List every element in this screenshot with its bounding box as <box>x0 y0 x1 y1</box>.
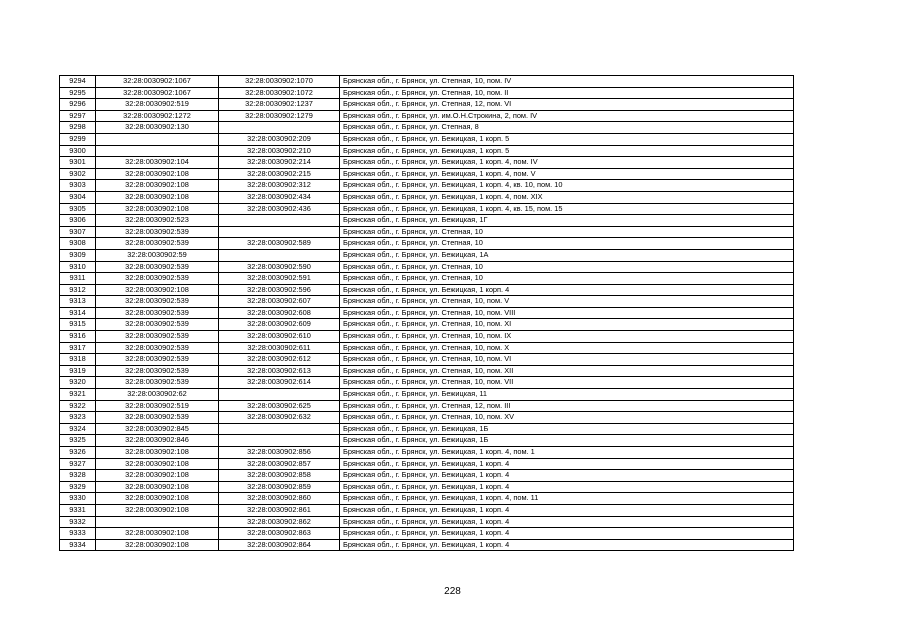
table-row <box>60 377 794 389</box>
parcel-cadastral-number-cell: 32:28:0030902:539 <box>96 365 219 377</box>
row-number-cell: 9302 <box>60 168 96 180</box>
parcel-cadastral-number-cell <box>96 145 219 157</box>
table-row <box>60 458 794 470</box>
row-number-cell: 9320 <box>60 377 96 389</box>
row-number-cell: 9319 <box>60 365 96 377</box>
object-cadastral-number-cell: 32:28:0030902:861 <box>219 504 340 516</box>
address-cell: Брянская обл., г. Брянск, ул. Бежицкая, 1 корп. 4, кв. 10, пом. 10 <box>340 180 794 192</box>
row-number-cell: 9305 <box>60 203 96 215</box>
address-cell: Брянская обл., г. Брянск, ул. Степная, 10, пом. V <box>340 296 794 308</box>
row-number-cell: 9301 <box>60 157 96 169</box>
parcel-cadastral-number-cell: 32:28:0030902:108 <box>96 180 219 192</box>
parcel-cadastral-number-cell: 32:28:0030902:539 <box>96 296 219 308</box>
row-number-cell: 9329 <box>60 481 96 493</box>
parcel-cadastral-number-cell: 32:28:0030902:1067 <box>96 76 219 88</box>
table-row <box>60 145 794 157</box>
parcel-cadastral-number-cell: 32:28:0030902:108 <box>96 458 219 470</box>
object-cadastral-number-cell: 32:28:0030902:590 <box>219 261 340 273</box>
address-cell: Брянская обл., г. Брянск, ул. Степная, 8 <box>340 122 794 134</box>
row-number-cell: 9328 <box>60 470 96 482</box>
table-row <box>60 296 794 308</box>
row-number-cell: 9310 <box>60 261 96 273</box>
row-number-cell: 9333 <box>60 528 96 540</box>
parcel-cadastral-number-cell: 32:28:0030902:62 <box>96 389 219 401</box>
object-cadastral-number-cell: 32:28:0030902:613 <box>219 365 340 377</box>
object-cadastral-number-cell: 32:28:0030902:614 <box>219 377 340 389</box>
parcel-cadastral-number-cell: 32:28:0030902:108 <box>96 203 219 215</box>
object-cadastral-number-cell: 32:28:0030902:589 <box>219 238 340 250</box>
row-number-cell: 9298 <box>60 122 96 134</box>
object-cadastral-number-cell: 32:28:0030902:214 <box>219 157 340 169</box>
parcel-cadastral-number-cell: 32:28:0030902:523 <box>96 215 219 227</box>
table-row <box>60 203 794 215</box>
table-row <box>60 110 794 122</box>
parcel-cadastral-number-cell: 32:28:0030902:108 <box>96 528 219 540</box>
parcel-cadastral-number-cell: 32:28:0030902:104 <box>96 157 219 169</box>
registry-table-body <box>60 76 794 551</box>
address-cell: Брянская обл., г. Брянск, ул. Бежицкая, 1Г <box>340 215 794 227</box>
address-cell: Брянская обл., г. Брянск, ул. Бежицкая, 1 корп. 4, пом. IV <box>340 157 794 169</box>
address-cell: Брянская обл., г. Брянск, ул. Бежицкая, 1 корп. 4, пом. 11 <box>340 493 794 505</box>
table-row <box>60 470 794 482</box>
object-cadastral-number-cell: 32:28:0030902:608 <box>219 307 340 319</box>
row-number-cell: 9330 <box>60 493 96 505</box>
object-cadastral-number-cell: 32:28:0030902:591 <box>219 273 340 285</box>
address-cell: Брянская обл., г. Брянск, ул. Бежицкая, 1 корп. 4, пом. 1 <box>340 447 794 459</box>
object-cadastral-number-cell: 32:28:0030902:857 <box>219 458 340 470</box>
object-cadastral-number-cell: 32:28:0030902:210 <box>219 145 340 157</box>
object-cadastral-number-cell: 32:28:0030902:859 <box>219 481 340 493</box>
row-number-cell: 9304 <box>60 191 96 203</box>
table-row <box>60 423 794 435</box>
object-cadastral-number-cell <box>219 389 340 401</box>
parcel-cadastral-number-cell: 32:28:0030902:845 <box>96 423 219 435</box>
row-number-cell: 9297 <box>60 110 96 122</box>
parcel-cadastral-number-cell: 32:28:0030902:539 <box>96 331 219 343</box>
parcel-cadastral-number-cell: 32:28:0030902:519 <box>96 99 219 111</box>
row-number-cell: 9294 <box>60 76 96 88</box>
object-cadastral-number-cell: 32:28:0030902:607 <box>219 296 340 308</box>
object-cadastral-number-cell <box>219 423 340 435</box>
row-number-cell: 9306 <box>60 215 96 227</box>
table-row <box>60 412 794 424</box>
address-cell: Брянская обл., г. Брянск, ул. Бежицкая, 1 корп. 4 <box>340 481 794 493</box>
table-row <box>60 435 794 447</box>
parcel-cadastral-number-cell: 32:28:0030902:539 <box>96 377 219 389</box>
object-cadastral-number-cell <box>219 226 340 238</box>
parcel-cadastral-number-cell: 32:28:0030902:539 <box>96 319 219 331</box>
row-number-cell: 9295 <box>60 87 96 99</box>
address-cell: Брянская обл., г. Брянск, ул. Бежицкая, 1Б <box>340 435 794 447</box>
table-row <box>60 76 794 88</box>
parcel-cadastral-number-cell: 32:28:0030902:539 <box>96 273 219 285</box>
parcel-cadastral-number-cell <box>96 516 219 528</box>
address-cell: Брянская обл., г. Брянск, ул. Бежицкая, 1 корп. 4, кв. 15, пом. 15 <box>340 203 794 215</box>
object-cadastral-number-cell <box>219 122 340 134</box>
table-row <box>60 516 794 528</box>
object-cadastral-number-cell: 32:28:0030902:1070 <box>219 76 340 88</box>
address-cell: Брянская обл., г. Брянск, ул. Бежицкая, 1 корп. 4 <box>340 539 794 551</box>
table-row <box>60 168 794 180</box>
object-cadastral-number-cell <box>219 215 340 227</box>
row-number-cell: 9317 <box>60 342 96 354</box>
row-number-cell: 9311 <box>60 273 96 285</box>
table-row <box>60 504 794 516</box>
object-cadastral-number-cell: 32:28:0030902:863 <box>219 528 340 540</box>
address-cell: Брянская обл., г. Брянск, ул. Степная, 10, пом. II <box>340 87 794 99</box>
table-row <box>60 191 794 203</box>
object-cadastral-number-cell: 32:28:0030902:436 <box>219 203 340 215</box>
address-cell: Брянская обл., г. Брянск, ул. Степная, 10, пом. IV <box>340 76 794 88</box>
table-row <box>60 122 794 134</box>
row-number-cell: 9331 <box>60 504 96 516</box>
parcel-cadastral-number-cell: 32:28:0030902:108 <box>96 447 219 459</box>
address-cell: Брянская обл., г. Брянск, ул. Бежицкая, 1 корп. 5 <box>340 145 794 157</box>
page-number: 228 <box>444 586 461 597</box>
row-number-cell: 9316 <box>60 331 96 343</box>
table-row <box>60 365 794 377</box>
parcel-cadastral-number-cell: 32:28:0030902:539 <box>96 226 219 238</box>
object-cadastral-number-cell: 32:28:0030902:215 <box>219 168 340 180</box>
parcel-cadastral-number-cell: 32:28:0030902:1067 <box>96 87 219 99</box>
table-row <box>60 400 794 412</box>
address-cell: Брянская обл., г. Брянск, ул. Бежицкая, 1 корп. 4 <box>340 284 794 296</box>
parcel-cadastral-number-cell: 32:28:0030902:108 <box>96 191 219 203</box>
object-cadastral-number-cell: 32:28:0030902:609 <box>219 319 340 331</box>
object-cadastral-number-cell: 32:28:0030902:1072 <box>219 87 340 99</box>
object-cadastral-number-cell: 32:28:0030902:611 <box>219 342 340 354</box>
address-cell: Брянская обл., г. Брянск, ул. им.О.Н.Строкина, 2, пом. IV <box>340 110 794 122</box>
object-cadastral-number-cell: 32:28:0030902:625 <box>219 400 340 412</box>
row-number-cell: 9321 <box>60 389 96 401</box>
table-row <box>60 354 794 366</box>
object-cadastral-number-cell <box>219 249 340 261</box>
table-row <box>60 447 794 459</box>
table-row <box>60 331 794 343</box>
parcel-cadastral-number-cell: 32:28:0030902:59 <box>96 249 219 261</box>
address-cell: Брянская обл., г. Брянск, ул. Степная, 10 <box>340 238 794 250</box>
table-row <box>60 539 794 551</box>
parcel-cadastral-number-cell: 32:28:0030902:519 <box>96 400 219 412</box>
address-cell: Брянская обл., г. Брянск, ул. Степная, 10, пом. IX <box>340 331 794 343</box>
table-row <box>60 284 794 296</box>
address-cell: Брянская обл., г. Брянск, ул. Бежицкая, 1 корп. 4, пом. XIX <box>340 191 794 203</box>
table-row <box>60 226 794 238</box>
row-number-cell: 9334 <box>60 539 96 551</box>
table-row <box>60 87 794 99</box>
row-number-cell: 9315 <box>60 319 96 331</box>
parcel-cadastral-number-cell: 32:28:0030902:108 <box>96 493 219 505</box>
row-number-cell: 9327 <box>60 458 96 470</box>
table-row <box>60 157 794 169</box>
parcel-cadastral-number-cell: 32:28:0030902:539 <box>96 261 219 273</box>
table-row <box>60 238 794 250</box>
address-cell: Брянская обл., г. Брянск, ул. Бежицкая, 1 корп. 4 <box>340 470 794 482</box>
parcel-cadastral-number-cell: 32:28:0030902:539 <box>96 238 219 250</box>
object-cadastral-number-cell: 32:28:0030902:209 <box>219 133 340 145</box>
address-cell: Брянская обл., г. Брянск, ул. Степная, 10 <box>340 261 794 273</box>
object-cadastral-number-cell: 32:28:0030902:1279 <box>219 110 340 122</box>
row-number-cell: 9300 <box>60 145 96 157</box>
object-cadastral-number-cell: 32:28:0030902:1237 <box>219 99 340 111</box>
row-number-cell: 9332 <box>60 516 96 528</box>
row-number-cell: 9299 <box>60 133 96 145</box>
row-number-cell: 9323 <box>60 412 96 424</box>
address-cell: Брянская обл., г. Брянск, ул. Степная, 10, пом. VII <box>340 377 794 389</box>
object-cadastral-number-cell: 32:28:0030902:862 <box>219 516 340 528</box>
parcel-cadastral-number-cell: 32:28:0030902:108 <box>96 539 219 551</box>
table-row <box>60 215 794 227</box>
address-cell: Брянская обл., г. Брянск, ул. Бежицкая, 1Б <box>340 423 794 435</box>
address-cell: Брянская обл., г. Брянск, ул. Степная, 10, пом. X <box>340 342 794 354</box>
address-cell: Брянская обл., г. Брянск, ул. Степная, 10, пом. XI <box>340 319 794 331</box>
address-cell: Брянская обл., г. Брянск, ул. Бежицкая, 1 корп. 4, пом. V <box>340 168 794 180</box>
row-number-cell: 9312 <box>60 284 96 296</box>
table-row <box>60 180 794 192</box>
object-cadastral-number-cell: 32:28:0030902:632 <box>219 412 340 424</box>
table-row <box>60 273 794 285</box>
address-cell: Брянская обл., г. Брянск, ул. Бежицкая, 1 корп. 4 <box>340 516 794 528</box>
object-cadastral-number-cell: 32:28:0030902:856 <box>219 447 340 459</box>
row-number-cell: 9313 <box>60 296 96 308</box>
parcel-cadastral-number-cell: 32:28:0030902:539 <box>96 354 219 366</box>
address-cell: Брянская обл., г. Брянск, ул. Степная, 10 <box>340 226 794 238</box>
parcel-cadastral-number-cell: 32:28:0030902:539 <box>96 307 219 319</box>
address-cell: Брянская обл., г. Брянск, ул. Степная, 10, пом. XV <box>340 412 794 424</box>
row-number-cell: 9322 <box>60 400 96 412</box>
address-cell: Брянская обл., г. Брянск, ул. Степная, 10 <box>340 273 794 285</box>
row-number-cell: 9309 <box>60 249 96 261</box>
object-cadastral-number-cell: 32:28:0030902:596 <box>219 284 340 296</box>
address-cell: Брянская обл., г. Брянск, ул. Степная, 10, пом. VI <box>340 354 794 366</box>
table-row <box>60 481 794 493</box>
address-cell: Брянская обл., г. Брянск, ул. Бежицкая, 1 корп. 4 <box>340 528 794 540</box>
parcel-cadastral-number-cell: 32:28:0030902:108 <box>96 470 219 482</box>
row-number-cell: 9308 <box>60 238 96 250</box>
parcel-cadastral-number-cell: 32:28:0030902:108 <box>96 504 219 516</box>
table-row <box>60 307 794 319</box>
table-row <box>60 99 794 111</box>
parcel-cadastral-number-cell: 32:28:0030902:539 <box>96 412 219 424</box>
parcel-cadastral-number-cell: 32:28:0030902:108 <box>96 168 219 180</box>
parcel-cadastral-number-cell: 32:28:0030902:846 <box>96 435 219 447</box>
address-cell: Брянская обл., г. Брянск, ул. Степная, 12, пом. VI <box>340 99 794 111</box>
table-row <box>60 319 794 331</box>
row-number-cell: 9303 <box>60 180 96 192</box>
address-cell: Брянская обл., г. Брянск, ул. Бежицкая, 1 корп. 5 <box>340 133 794 145</box>
table-row <box>60 389 794 401</box>
parcel-cadastral-number-cell: 32:28:0030902:108 <box>96 481 219 493</box>
row-number-cell: 9296 <box>60 99 96 111</box>
address-cell: Брянская обл., г. Брянск, ул. Бежицкая, 1А <box>340 249 794 261</box>
object-cadastral-number-cell: 32:28:0030902:312 <box>219 180 340 192</box>
parcel-cadastral-number-cell: 32:28:0030902:108 <box>96 284 219 296</box>
address-cell: Брянская обл., г. Брянск, ул. Бежицкая, 1 корп. 4 <box>340 458 794 470</box>
object-cadastral-number-cell: 32:28:0030902:858 <box>219 470 340 482</box>
table-row <box>60 493 794 505</box>
object-cadastral-number-cell: 32:28:0030902:864 <box>219 539 340 551</box>
object-cadastral-number-cell: 32:28:0030902:434 <box>219 191 340 203</box>
parcel-cadastral-number-cell: 32:28:0030902:130 <box>96 122 219 134</box>
row-number-cell: 9307 <box>60 226 96 238</box>
table-row <box>60 528 794 540</box>
registry-table <box>59 75 794 551</box>
parcel-cadastral-number-cell: 32:28:0030902:1272 <box>96 110 219 122</box>
object-cadastral-number-cell <box>219 435 340 447</box>
row-number-cell: 9325 <box>60 435 96 447</box>
table-row <box>60 342 794 354</box>
table-row <box>60 261 794 273</box>
table-row <box>60 133 794 145</box>
address-cell: Брянская обл., г. Брянск, ул. Степная, 10, пом. VIII <box>340 307 794 319</box>
object-cadastral-number-cell: 32:28:0030902:612 <box>219 354 340 366</box>
object-cadastral-number-cell: 32:28:0030902:610 <box>219 331 340 343</box>
row-number-cell: 9324 <box>60 423 96 435</box>
address-cell: Брянская обл., г. Брянск, ул. Степная, 10, пом. XII <box>340 365 794 377</box>
parcel-cadastral-number-cell <box>96 133 219 145</box>
parcel-cadastral-number-cell: 32:28:0030902:539 <box>96 342 219 354</box>
table-row <box>60 249 794 261</box>
row-number-cell: 9326 <box>60 447 96 459</box>
row-number-cell: 9318 <box>60 354 96 366</box>
row-number-cell: 9314 <box>60 307 96 319</box>
address-cell: Брянская обл., г. Брянск, ул. Бежицкая, 11 <box>340 389 794 401</box>
object-cadastral-number-cell: 32:28:0030902:860 <box>219 493 340 505</box>
address-cell: Брянская обл., г. Брянск, ул. Бежицкая, 1 корп. 4 <box>340 504 794 516</box>
address-cell: Брянская обл., г. Брянск, ул. Степная, 12, пом. III <box>340 400 794 412</box>
